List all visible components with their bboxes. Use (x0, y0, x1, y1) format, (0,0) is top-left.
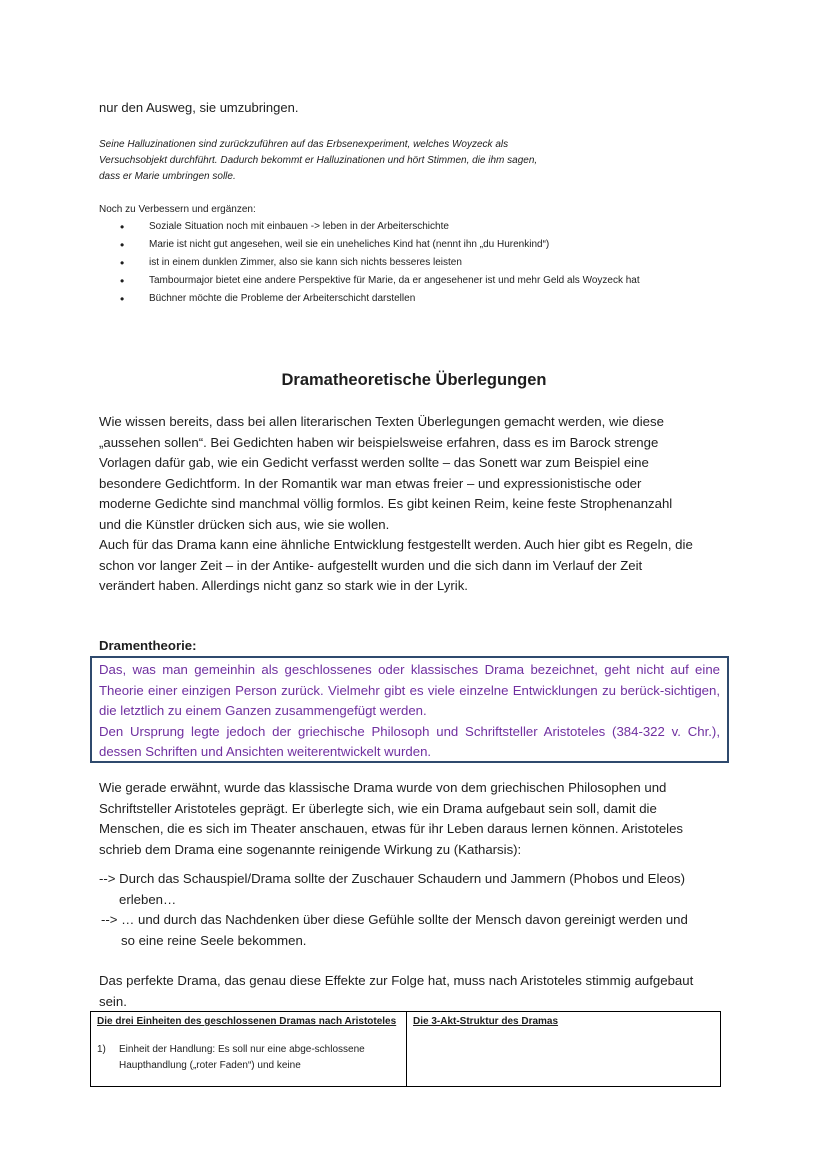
paragraph-drama (99, 535, 739, 597)
todo-item: • Büchner möchte die Probleme der Arbeiterschicht darstellen (120, 290, 640, 308)
list-number: 1) (97, 1044, 106, 1055)
todo-item: • Marie ist nicht gut angesehen, weil sie ein uneheliches Kind hat (nennt ihn „du Hurenkind“) (120, 236, 640, 254)
text-line: Wie wissen bereits, dass bei allen literarischen Texten Überlegungen gemacht werden, wie diese (99, 414, 664, 429)
text-line: so eine reine Seele bekommen. (121, 932, 307, 948)
section-heading: Dramentheorie: (99, 638, 197, 653)
page-title: Dramatheoretische Überlegungen (281, 371, 547, 389)
text-line: Wie gerade erwähnt, wurde das klassische Drama wurde von dem griechischen Philosophen und (99, 780, 667, 795)
table-column-units (91, 1012, 407, 1086)
text-line: schon vor langer Zeit – in der Antike- aufgestellt wurden und die sich dann im Verlauf der Zeit (99, 557, 643, 573)
arrow-point (101, 910, 741, 951)
paragraph-aristoteles (99, 778, 739, 860)
list-text: Einheit der Handlung: Es soll nur eine abge-schlossene Haupthandlung („roter Faden“) und keine (119, 1044, 365, 1071)
paragraph-intro (99, 412, 739, 535)
text-line: besondere Gedichtform. In der Romantik war man etwas freier – und expressionistische oder (99, 475, 642, 491)
todo-list (120, 218, 640, 308)
table-list-item (97, 1042, 400, 1074)
drama-table (90, 1011, 721, 1087)
text-line: „aussehen sollen“. Bei Gedichten haben wir beispielsweise erfahren, dass es im Barock strenge (99, 434, 659, 450)
text-line: --> … und durch das Nachdenken über diese Gefühle sollte der Mensch davon gereinigt werden und (101, 912, 688, 927)
todo-heading: Noch zu Verbessern und ergänzen: (99, 204, 256, 215)
text-line: Das perfekte Drama, das genau diese Effekte zur Folge hat, muss nach Aristoteles stimmig aufgebaut (99, 973, 694, 988)
arrow-point (99, 869, 739, 910)
table-header: Die drei Einheiten des geschlossenen Dramas nach Aristoteles (97, 1016, 397, 1027)
text-line: sein. (99, 993, 127, 1009)
todo-item: • Tambourmajor bietet eine andere Perspektive für Marie, da er angesehener ist und mehr Geld als Woyzeck hat (120, 272, 640, 290)
text-line: und die Künstler drücken sich aus, wie sie wollen. (99, 516, 390, 532)
text-line: Schriftsteller Aristoteles geprägt. Er überlegte sich, wie ein Drama aufgebaut sein soll, damit die (99, 800, 657, 816)
text-line: verändert haben. Allerdings nicht ganz so stark wie in der Lyrik. (99, 578, 468, 593)
text-line: moderne Gedichte sind manchmal völlig formlos. Es gibt keinen Reim, keine feste Strophenanzahl (99, 496, 673, 511)
italic-note-line: Versuchsobjekt durchführt. Dadurch bekommt er Halluzinationen und hört Stimmen, die ihm sagen, (99, 155, 538, 166)
intro-line: nur den Ausweg, sie umzubringen. (99, 100, 299, 115)
italic-note (99, 137, 739, 185)
info-box (90, 656, 729, 763)
table-column-acts (407, 1012, 720, 1086)
text-line: Vorlagen dafür gab, wie ein Gedicht verfasst werden sollte – das Sonett war zum Beispiel eine (99, 455, 649, 470)
text-line: --> Durch das Schauspiel/Drama sollte der Zuschauer Schaudern und Jammern (Phobos und Eleos) (99, 871, 686, 886)
text-line: Menschen, die es sich im Theater anschauen, etwas für ihr Leben daraus lernen können. Aristoteles (99, 821, 684, 836)
text-line: Auch für das Drama kann eine ähnliche Entwicklung festgestellt werden. Auch hier gibt es Regeln, die (99, 537, 693, 552)
info-box-text: Das, was man gemeinhin als geschlossenes oder klassisches Drama bezeichnet, geht nicht auf eine Theorie einer einzigen Person zurück. Vielmehr gibt es viele einzelne Entwicklungen zu berück-sichtigen, die letztlich zu einem Ganzen zusammengefügt werden. (99, 662, 720, 718)
todo-item: • ist in einem dunklen Zimmer, also sie kann sich nichts besseres leisten (120, 254, 640, 272)
text-line: schrieb dem Drama eine sogenannte reinigende Wirkung zu (Katharsis): (99, 841, 522, 857)
todo-item: • Soziale Situation noch mit einbauen -> leben in der Arbeiterschichte (120, 218, 640, 236)
table-header: Die 3-Akt-Struktur des Dramas (413, 1016, 559, 1027)
text-line: erleben… (119, 891, 177, 907)
italic-note-line: Seine Halluzinationen sind zurückzuführen auf das Erbsenexperiment, welches Woyzeck als (99, 139, 509, 150)
paragraph-perfect-drama (99, 971, 739, 1012)
italic-note-line: dass er Marie umbringen solle. (99, 171, 236, 182)
info-box-text: Den Ursprung legte jedoch der griechische Philosoph und Schriftsteller Aristoteles (384-322 v. Chr.), dessen Schriften und Ansichten weiterentwickelt wurden. (99, 723, 720, 759)
